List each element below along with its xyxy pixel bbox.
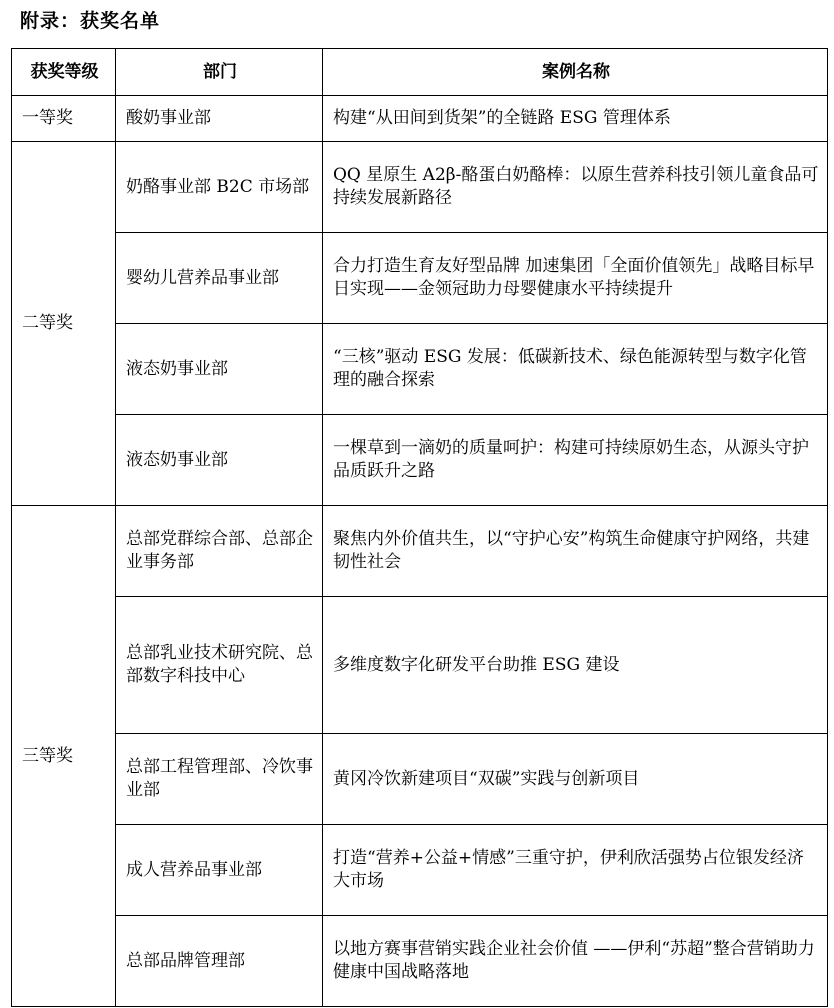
department-cell: 总部品牌管理部 bbox=[116, 916, 323, 1007]
table-row bbox=[12, 415, 828, 506]
case-name-cell: 一棵草到一滴奶的质量呵护：构建可持续原奶生态，从源头守护品质跃升之路 bbox=[323, 415, 828, 506]
table-row bbox=[12, 597, 828, 734]
case-name-cell: 黄冈冷饮新建项目“双碳”实践与创新项目 bbox=[323, 734, 828, 825]
awards-table bbox=[11, 48, 828, 1007]
case-name-cell: 构建“从田间到货架”的全链路 ESG 管理体系 bbox=[323, 96, 828, 142]
table-header-row bbox=[12, 49, 828, 96]
table-row bbox=[12, 142, 828, 233]
department-cell: 总部乳业技术研究院、总部数字科技中心 bbox=[116, 597, 323, 734]
department-cell: 总部工程管理部、冷饮事业部 bbox=[116, 734, 323, 825]
case-name-cell: 多维度数字化研发平台助推 ESG 建设 bbox=[323, 597, 828, 734]
case-name-cell: 合力打造生育友好型品牌 加速集团「全面价值领先」战略目标早日实现——金领冠助力母婴健康水平持续提升 bbox=[323, 233, 828, 324]
department-cell: 婴幼儿营养品事业部 bbox=[116, 233, 323, 324]
table-row bbox=[12, 233, 828, 324]
department-cell: 液态奶事业部 bbox=[116, 415, 323, 506]
department-cell: 酸奶事业部 bbox=[116, 96, 323, 142]
table-row bbox=[12, 506, 828, 597]
header-case-name: 案例名称 bbox=[323, 49, 828, 96]
department-cell: 奶酪事业部 B2C 市场部 bbox=[116, 142, 323, 233]
award-level-first: 一等奖 bbox=[12, 96, 116, 142]
table-row bbox=[12, 324, 828, 415]
award-level-second: 二等奖 bbox=[12, 142, 116, 506]
case-name-cell: 聚焦内外价值共生，以“守护心安”构筑生命健康守护网络，共建韧性社会 bbox=[323, 506, 828, 597]
case-name-cell: 打造“营养+公益+情感”三重守护，伊利欣活强势占位银发经济大市场 bbox=[323, 825, 828, 916]
header-award-level: 获奖等级 bbox=[12, 49, 116, 96]
case-name-cell: 以地方赛事营销实践企业社会价值 ——伊利“苏超”整合营销助力健康中国战略落地 bbox=[323, 916, 828, 1007]
table-row bbox=[12, 916, 828, 1007]
case-name-cell: QQ 星原生 A2β-酪蛋白奶酪棒：以原生营养科技引领儿童食品可持续发展新路径 bbox=[323, 142, 828, 233]
header-department: 部门 bbox=[116, 49, 323, 96]
table-row bbox=[12, 734, 828, 825]
page-title: 附录：获奖名单 bbox=[20, 10, 161, 32]
award-level-third: 三等奖 bbox=[12, 506, 116, 1007]
department-cell: 总部党群综合部、总部企业事务部 bbox=[116, 506, 323, 597]
department-cell: 成人营养品事业部 bbox=[116, 825, 323, 916]
case-name-cell: “三核”驱动 ESG 发展：低碳新技术、绿色能源转型与数字化管理的融合探索 bbox=[323, 324, 828, 415]
table-row bbox=[12, 825, 828, 916]
department-cell: 液态奶事业部 bbox=[116, 324, 323, 415]
table-row bbox=[12, 96, 828, 142]
